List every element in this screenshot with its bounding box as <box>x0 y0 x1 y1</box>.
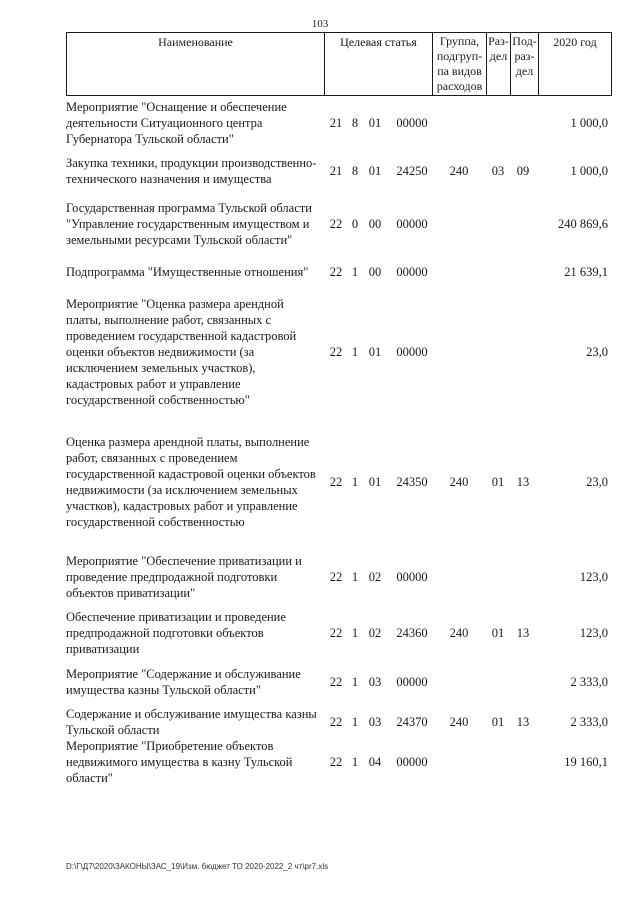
row-subprogram-code: 1 <box>351 265 359 279</box>
row-program-code: 22 <box>329 570 343 584</box>
row-direction-code: 00000 <box>396 265 428 279</box>
row-direction-code: 24350 <box>396 475 428 489</box>
row-expense-group: 240 <box>449 715 469 729</box>
row-section: 01 <box>491 475 505 489</box>
row-name: Мероприятие "Оснащение и обеспечение деятельности Ситуационного центра Губернатора Тульской области" <box>66 100 287 146</box>
row-name: Обеспечение приватизации и проведение предпродажной подготовки объектов приватизации <box>66 610 286 656</box>
row-activity-code: 04 <box>368 755 382 769</box>
row-subprogram-code: 1 <box>351 570 359 584</box>
row-program-code: 22 <box>329 755 343 769</box>
row-subsection: 13 <box>516 475 530 489</box>
row-program-code: 22 <box>329 626 343 640</box>
row-section: 03 <box>491 164 505 178</box>
row-subsection: 09 <box>516 164 530 178</box>
row-subprogram-code: 1 <box>351 755 359 769</box>
row-amount: 2 333,0 <box>570 675 608 689</box>
row-name: Мероприятие "Оценка размера арендной платы, выполнение работ, связанных с проведением государственной кадастровой оценки объектов недвижимости (за исключением земельных участков), кадастровых работ и управление государственной собственностью" <box>66 297 297 407</box>
row-name: Закупка техники, продукции производственно- технического назначения и имущества <box>66 156 317 186</box>
row-section: 01 <box>491 626 505 640</box>
row-name: Содержание и обслуживание имущества казны Тульской области <box>66 707 317 737</box>
header-name: Наименование <box>67 33 325 95</box>
header-section: Раз- дел <box>487 33 511 95</box>
row-expense-group: 240 <box>449 164 469 178</box>
row-program-code: 21 <box>329 164 343 178</box>
row-activity-code: 01 <box>368 116 382 130</box>
row-expense-group: 240 <box>449 626 469 640</box>
row-activity-code: 03 <box>368 675 382 689</box>
row-subsection: 13 <box>516 715 530 729</box>
row-name: Подпрограмма "Имущественные отношения" <box>66 265 309 279</box>
row-amount: 123,0 <box>579 626 608 640</box>
row-activity-code: 00 <box>368 265 382 279</box>
row-direction-code: 00000 <box>396 345 428 359</box>
row-amount: 1 000,0 <box>570 116 608 130</box>
row-direction-code: 00000 <box>396 217 428 231</box>
row-direction-code: 24250 <box>396 164 428 178</box>
row-subsection: 13 <box>516 626 530 640</box>
row-program-code: 22 <box>329 475 343 489</box>
row-subprogram-code: 8 <box>351 164 359 178</box>
row-direction-code: 00000 <box>396 755 428 769</box>
row-name: Мероприятие "Приобретение объектов недвижимого имущества в казну Тульской области" <box>66 739 293 785</box>
file-path-footer: D:\Г\Д7\2020\ЗАКОНЫ\ЗАС_19\Изм. бюджет ТО 2020-2022_2 чт\pr7.xls <box>66 862 329 871</box>
row-program-code: 22 <box>329 675 343 689</box>
row-direction-code: 00000 <box>396 116 428 130</box>
row-direction-code: 00000 <box>396 570 428 584</box>
row-activity-code: 00 <box>368 217 382 231</box>
header-subsection: Под- раз- дел <box>511 33 539 95</box>
row-expense-group: 240 <box>449 475 469 489</box>
row-program-code: 22 <box>329 217 343 231</box>
row-amount: 19 160,1 <box>564 755 608 769</box>
row-subprogram-code: 1 <box>351 715 359 729</box>
row-direction-code: 24370 <box>396 715 428 729</box>
row-name: Мероприятие "Содержание и обслуживание имущества казны Тульской области" <box>66 667 301 697</box>
header-year: 2020 год <box>553 35 597 49</box>
row-amount: 123,0 <box>579 570 608 584</box>
row-subprogram-code: 1 <box>351 345 359 359</box>
row-name: Мероприятие "Обеспечение приватизации и проведение предпродажной подготовки объектов приватизации" <box>66 554 302 600</box>
row-subprogram-code: 1 <box>351 675 359 689</box>
row-direction-code: 24360 <box>396 626 428 640</box>
row-amount: 240 869,6 <box>558 217 608 231</box>
row-amount: 23,0 <box>586 345 608 359</box>
row-activity-code: 02 <box>368 626 382 640</box>
header-expense-group: Группа, подгруп- па видов расходов <box>433 33 487 95</box>
row-activity-code: 01 <box>368 164 382 178</box>
row-activity-code: 01 <box>368 475 382 489</box>
row-amount: 2 333,0 <box>570 715 608 729</box>
table-header <box>66 32 612 96</box>
row-program-code: 22 <box>329 345 343 359</box>
row-activity-code: 03 <box>368 715 382 729</box>
row-activity-code: 01 <box>368 345 382 359</box>
row-program-code: 22 <box>329 265 343 279</box>
row-program-code: 22 <box>329 715 343 729</box>
row-amount: 1 000,0 <box>570 164 608 178</box>
row-subprogram-code: 8 <box>351 116 359 130</box>
row-section: 01 <box>491 715 505 729</box>
row-name: Государственная программа Тульской области "Управление государственным имуществом и земельными ресурсами Тульской области" <box>66 201 312 247</box>
header-target-article: Целевая статья <box>325 33 433 95</box>
row-activity-code: 02 <box>368 570 382 584</box>
row-name: Оценка размера арендной платы, выполнение работ, связанных с проведением государственной кадастровой оценки объектов недвижимости (за исключением земельных участков), кадастровых работ и управление государственной собственностью <box>66 435 316 529</box>
row-amount: 21 639,1 <box>564 265 608 279</box>
row-subprogram-code: 1 <box>351 626 359 640</box>
row-amount: 23,0 <box>586 475 608 489</box>
page-number: 103 <box>311 18 329 30</box>
row-program-code: 21 <box>329 116 343 130</box>
row-subprogram-code: 1 <box>351 475 359 489</box>
row-direction-code: 00000 <box>396 675 428 689</box>
row-subprogram-code: 0 <box>351 217 359 231</box>
